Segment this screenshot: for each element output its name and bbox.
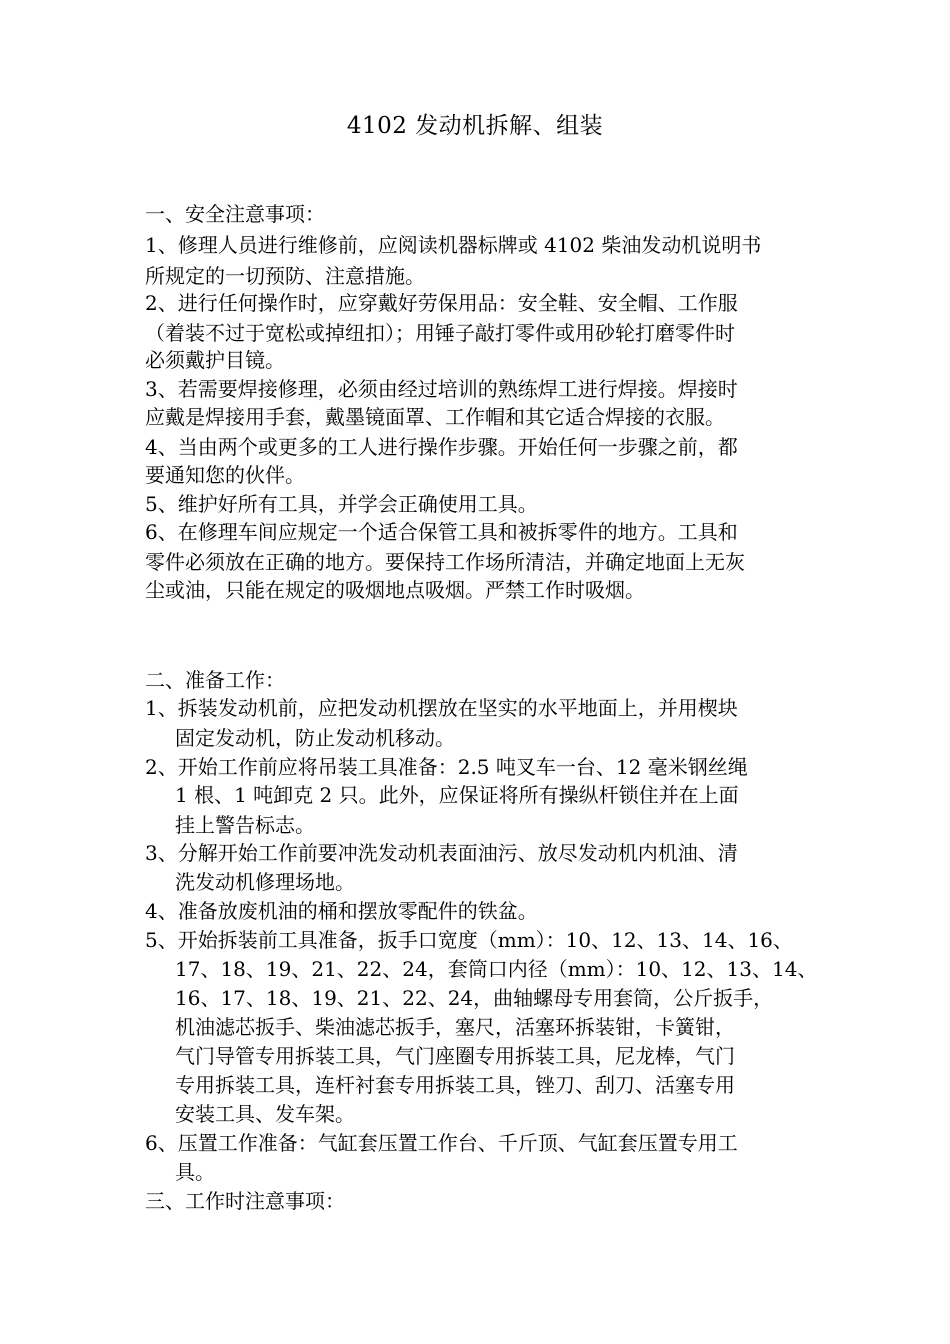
list-item-line: 17、18、19、21、22、24，套筒口内径（mm）：10、12、13、14、 (175, 957, 818, 981)
paragraph-line: 应戴是焊接用手套，戴墨镜面罩、工作帽和其它适合焊接的衣服。 (145, 405, 725, 429)
paragraph-line: 零件必须放在正确的地方。要保持工作场所清洁，并确定地面上无灰 (145, 550, 745, 574)
paragraph-line: 尘或油，只能在规定的吸烟地点吸烟。严禁工作时吸烟。 (145, 578, 645, 602)
paragraph-line: 4、当由两个或更多的工人进行操作步骤。开始任何一步骤之前，都 (145, 435, 738, 459)
paragraph-line: 必须戴护目镜。 (145, 348, 285, 372)
list-item-line: 16、17、18、19、21、22、24，曲轴螺母专用套筒，公斤扳手， (175, 986, 774, 1010)
paragraph-line: 2、进行任何操作时，应穿戴好劳保用品：安全鞋、安全帽、工作服 (145, 291, 738, 315)
paragraph-line: （着装不过于宽松或掉纽扣）；用锤子敲打零件或用砂轮打磨零件时 (145, 321, 735, 345)
paragraph-line: 3、若需要焊接修理，必须由经过培训的熟练焊工进行焊接。焊接时 (145, 377, 738, 401)
list-item-line: 2、开始工作前应将吊装工具准备：2.5 吨叉车一台、12 毫米钢丝绳 (145, 755, 748, 779)
paragraph-line: 1、修理人员进行维修前，应阅读机器标牌或 4102 柴油发动机说明书 (145, 233, 762, 257)
list-item-line: 3、分解开始工作前要冲洗发动机表面油污、放尽发动机内机油、清 (145, 841, 738, 865)
paragraph-line: 6、在修理车间应规定一个适合保管工具和被拆零件的地方。工具和 (145, 520, 738, 544)
list-item-line: 5、开始拆装前工具准备，扳手口宽度（mm）：10、12、13、14、16、 (145, 928, 793, 952)
list-item-line: 6、压置工作准备：气缸套压置工作台、千斤顶、气缸套压置专用工 (145, 1131, 738, 1155)
list-item-line: 气门导管专用拆装工具，气门座圈专用拆装工具，尼龙棒，气门 (175, 1044, 735, 1068)
list-item-line: 机油滤芯扳手、柴油滤芯扳手，塞尺，活塞环拆装钳，卡簧钳， (175, 1015, 735, 1039)
list-item-line: 4、准备放废机油的桶和摆放零配件的铁盆。 (145, 899, 538, 923)
paragraph-line: 5、维护好所有工具，并学会正确使用工具。 (145, 492, 538, 516)
list-item-line: 1、拆装发动机前，应把发动机摆放在坚实的水平地面上，并用楔块 (145, 696, 738, 720)
list-item-line: 1 根、1 吨卸克 2 只。此外，应保证将所有操纵杆锁住并在上面 (175, 783, 739, 807)
section-heading-preparation: 二、准备工作： (145, 668, 285, 692)
list-item-line: 洗发动机修理场地。 (175, 870, 355, 894)
list-item-line: 专用拆装工具，连杆衬套专用拆装工具，锉刀、刮刀、活塞专用 (175, 1073, 735, 1097)
list-item-line: 固定发动机，防止发动机移动。 (175, 726, 455, 750)
list-item-line: 安装工具、发车架。 (175, 1102, 355, 1126)
section-heading-safety: 一、安全注意事项： (145, 202, 325, 226)
document-title: 4102 发动机拆解、组装 (346, 113, 604, 139)
paragraph-line: 要通知您的伙伴。 (145, 463, 305, 487)
list-item-line: 具。 (175, 1160, 215, 1184)
section-heading-work-precautions: 三、工作时注意事项： (145, 1189, 345, 1213)
list-item-line: 挂上警告标志。 (175, 813, 315, 837)
paragraph-line: 所规定的一切预防、注意措施。 (145, 264, 425, 288)
